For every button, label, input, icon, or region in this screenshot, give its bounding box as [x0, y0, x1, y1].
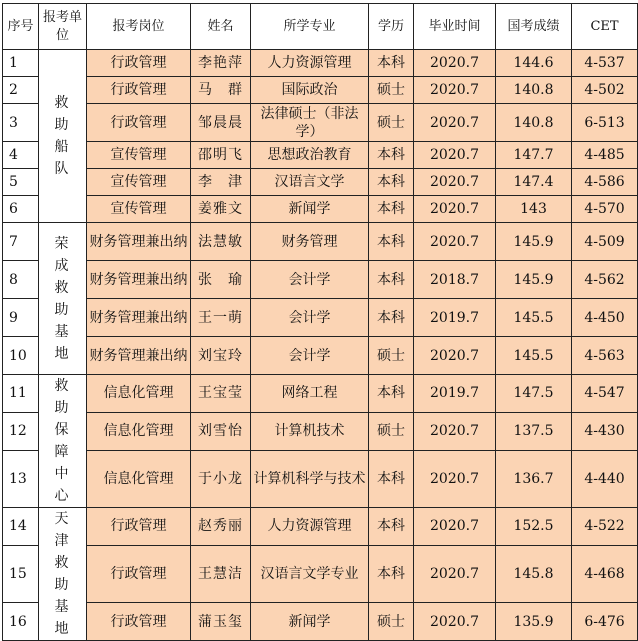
graduation-cell: 2020.7	[414, 142, 496, 169]
name-cell: 李 津	[191, 169, 251, 196]
cet-cell: 4-502	[572, 77, 638, 104]
degree-cell: 硕士	[369, 337, 414, 375]
score-cell: 147.4	[496, 169, 572, 196]
degree-cell: 本科	[369, 299, 414, 337]
name-cell: 赵秀丽	[191, 508, 251, 546]
position-cell: 行政管理	[87, 50, 191, 77]
table-row	[3, 508, 638, 546]
header-degree: 学历	[369, 4, 414, 50]
major-cell: 会计学	[251, 299, 369, 337]
cet-cell: 4-563	[572, 337, 638, 375]
cet-cell: 4-522	[572, 508, 638, 546]
header-cet: CET	[572, 4, 638, 50]
name-cell: 邹晨晨	[191, 104, 251, 142]
graduation-cell: 2020.7	[414, 223, 496, 261]
position-cell: 行政管理	[87, 545, 191, 602]
major-cell: 财务管理	[251, 223, 369, 261]
graduation-cell: 2020.7	[414, 412, 496, 450]
position-cell: 宣传管理	[87, 169, 191, 196]
table-row	[3, 142, 638, 169]
graduation-cell: 2020.7	[414, 50, 496, 77]
header-major: 所学专业	[251, 4, 369, 50]
position-cell: 行政管理	[87, 104, 191, 142]
cet-cell: 6-513	[572, 104, 638, 142]
header-position: 报考岗位	[87, 4, 191, 50]
name-cell: 刘宝玲	[191, 337, 251, 375]
degree-cell: 本科	[369, 375, 414, 413]
table-row	[3, 50, 638, 77]
degree-cell: 本科	[369, 169, 414, 196]
major-cell: 法律硕士（非法学）	[251, 104, 369, 142]
name-cell: 邵明飞	[191, 142, 251, 169]
index-cell: 3	[3, 104, 39, 142]
score-cell: 144.6	[496, 50, 572, 77]
degree-cell: 本科	[369, 261, 414, 299]
index-cell: 10	[3, 337, 39, 375]
position-cell: 财务管理兼出纳	[87, 261, 191, 299]
index-cell: 16	[3, 603, 39, 641]
score-cell: 145.9	[496, 261, 572, 299]
cet-cell: 4-586	[572, 169, 638, 196]
graduation-cell: 2019.7	[414, 375, 496, 413]
name-cell: 王一萌	[191, 299, 251, 337]
graduation-cell: 2019.7	[414, 299, 496, 337]
major-cell: 思想政治教育	[251, 142, 369, 169]
degree-cell: 本科	[369, 450, 414, 507]
header-unit: 报考单位	[39, 4, 87, 50]
major-cell: 人力资源管理	[251, 508, 369, 546]
score-cell: 137.5	[496, 412, 572, 450]
major-cell: 汉语言文学专业	[251, 545, 369, 602]
table-row	[3, 169, 638, 196]
cet-cell: 4-450	[572, 299, 638, 337]
name-cell: 王慧洁	[191, 545, 251, 602]
score-cell: 145.9	[496, 223, 572, 261]
major-cell: 会计学	[251, 337, 369, 375]
table-row	[3, 337, 638, 375]
major-cell: 国际政治	[251, 77, 369, 104]
degree-cell: 本科	[369, 545, 414, 602]
position-cell: 行政管理	[87, 603, 191, 641]
graduation-cell: 2020.7	[414, 603, 496, 641]
degree-cell: 本科	[369, 142, 414, 169]
graduation-cell: 2020.7	[414, 104, 496, 142]
header-score: 国考成绩	[496, 4, 572, 50]
cet-cell: 4-509	[572, 223, 638, 261]
degree-cell: 本科	[369, 223, 414, 261]
table-row	[3, 299, 638, 337]
index-cell: 6	[3, 196, 39, 223]
score-cell: 143	[496, 196, 572, 223]
name-cell: 王宝莹	[191, 375, 251, 413]
score-cell: 135.9	[496, 603, 572, 641]
table-row	[3, 375, 638, 413]
index-cell: 1	[3, 50, 39, 77]
unit-cell: 荣成救助基地	[39, 223, 87, 375]
graduation-cell: 2020.7	[414, 169, 496, 196]
degree-cell: 本科	[369, 196, 414, 223]
table-row	[3, 450, 638, 507]
name-cell: 李艳萍	[191, 50, 251, 77]
score-cell: 147.5	[496, 375, 572, 413]
table-row	[3, 603, 638, 641]
table-row	[3, 545, 638, 602]
table-row	[3, 261, 638, 299]
name-cell: 马 群	[191, 77, 251, 104]
header-index: 序号	[3, 4, 39, 50]
cet-cell: 4-485	[572, 142, 638, 169]
index-cell: 12	[3, 412, 39, 450]
name-cell: 姜雅文	[191, 196, 251, 223]
score-cell: 152.5	[496, 508, 572, 546]
graduation-cell: 2020.7	[414, 337, 496, 375]
table-row	[3, 223, 638, 261]
degree-cell: 本科	[369, 50, 414, 77]
position-cell: 信息化管理	[87, 375, 191, 413]
index-cell: 14	[3, 508, 39, 546]
unit-cell: 天津救助基地	[39, 508, 87, 641]
major-cell: 汉语言文学	[251, 169, 369, 196]
index-cell: 13	[3, 450, 39, 507]
position-cell: 财务管理兼出纳	[87, 299, 191, 337]
position-cell: 宣传管理	[87, 196, 191, 223]
score-cell: 140.8	[496, 104, 572, 142]
header-row	[3, 4, 638, 50]
header-graduation: 毕业时间	[414, 4, 496, 50]
major-cell: 会计学	[251, 261, 369, 299]
table-row	[3, 412, 638, 450]
cet-cell: 4-562	[572, 261, 638, 299]
major-cell: 人力资源管理	[251, 50, 369, 77]
table-row	[3, 104, 638, 142]
major-cell: 新闻学	[251, 603, 369, 641]
unit-cell: 救助保障中心	[39, 375, 87, 508]
degree-cell: 本科	[369, 508, 414, 546]
major-cell: 计算机技术	[251, 412, 369, 450]
cet-cell: 4-468	[572, 545, 638, 602]
score-cell: 136.7	[496, 450, 572, 507]
score-cell: 145.8	[496, 545, 572, 602]
name-cell: 张 瑜	[191, 261, 251, 299]
applicant-table	[2, 3, 638, 641]
table-row	[3, 77, 638, 104]
index-cell: 4	[3, 142, 39, 169]
position-cell: 财务管理兼出纳	[87, 223, 191, 261]
graduation-cell: 2020.7	[414, 77, 496, 104]
unit-cell: 救助船队	[39, 50, 87, 223]
name-cell: 于小龙	[191, 450, 251, 507]
name-cell: 刘雪怡	[191, 412, 251, 450]
index-cell: 8	[3, 261, 39, 299]
graduation-cell: 2020.7	[414, 196, 496, 223]
name-cell: 法慧敏	[191, 223, 251, 261]
header-name: 姓名	[191, 4, 251, 50]
cet-cell: 4-570	[572, 196, 638, 223]
index-cell: 2	[3, 77, 39, 104]
cet-cell: 4-547	[572, 375, 638, 413]
degree-cell: 硕士	[369, 603, 414, 641]
score-cell: 140.8	[496, 77, 572, 104]
index-cell: 11	[3, 375, 39, 413]
cet-cell: 4-430	[572, 412, 638, 450]
graduation-cell: 2020.7	[414, 450, 496, 507]
major-cell: 计算机科学与技术	[251, 450, 369, 507]
position-cell: 宣传管理	[87, 142, 191, 169]
position-cell: 行政管理	[87, 508, 191, 546]
table-row	[3, 196, 638, 223]
name-cell: 蒲玉玺	[191, 603, 251, 641]
cet-cell: 6-476	[572, 603, 638, 641]
cet-cell: 4-440	[572, 450, 638, 507]
graduation-cell: 2020.7	[414, 545, 496, 602]
degree-cell: 硕士	[369, 412, 414, 450]
graduation-cell: 2018.7	[414, 261, 496, 299]
position-cell: 行政管理	[87, 77, 191, 104]
position-cell: 财务管理兼出纳	[87, 337, 191, 375]
index-cell: 5	[3, 169, 39, 196]
score-cell: 145.5	[496, 337, 572, 375]
index-cell: 7	[3, 223, 39, 261]
degree-cell: 硕士	[369, 104, 414, 142]
graduation-cell: 2020.7	[414, 508, 496, 546]
position-cell: 信息化管理	[87, 450, 191, 507]
cet-cell: 4-537	[572, 50, 638, 77]
score-cell: 145.5	[496, 299, 572, 337]
score-cell: 147.7	[496, 142, 572, 169]
major-cell: 新闻学	[251, 196, 369, 223]
degree-cell: 硕士	[369, 77, 414, 104]
major-cell: 网络工程	[251, 375, 369, 413]
index-cell: 9	[3, 299, 39, 337]
position-cell: 信息化管理	[87, 412, 191, 450]
index-cell: 15	[3, 545, 39, 602]
